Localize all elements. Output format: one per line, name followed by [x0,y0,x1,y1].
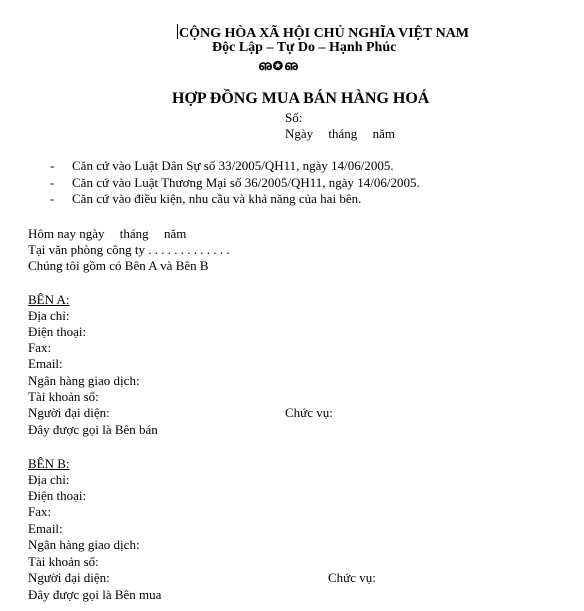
today-line: Hôm nay ngày tháng năm [28,226,187,241]
party-a-position: Chức vụ: [285,405,333,420]
party-b-bank: Ngân hàng giao dịch: [28,537,140,552]
office-line: Tại văn phòng công ty . . . . . . . . . . . . . [28,242,230,257]
parties-line: Chúng tôi gồm có Bên A và Bên B [28,258,209,273]
party-b-heading: BÊN B: [28,456,70,471]
party-b-account: Tài khoản số: [28,554,99,569]
party-b-phone: Điện thoại: [28,488,87,503]
party-a-phone: Điện thoại: [28,324,87,339]
national-title: CỘNG HÒA XÃ HỘI CHỦ NGHĨA VIỆT NAM [179,26,470,41]
contract-title: HỢP ĐỒNG MUA BÁN HÀNG HOÁ [172,90,430,107]
party-a-heading: BÊN A: [28,292,70,307]
party-a-representative: Người đại diện: [28,405,110,420]
party-a-called: Đây được gọi là Bên bán [28,422,158,437]
party-b-email: Email: [28,521,63,536]
contract-number-label: Số: [285,110,303,125]
party-b-fax: Fax: [28,504,52,519]
text-cursor [177,24,178,39]
ornament-icon: ഌ✪ഌ [258,58,299,73]
party-a-address: Địa chỉ: [28,308,70,323]
motto: Độc Lập – Tự Do – Hạnh Phúc [212,40,397,55]
party-a-email: Email: [28,356,63,371]
party-a-account: Tài khoản số: [28,389,99,404]
party-a-fax: Fax: [28,340,52,355]
party-b-address: Địa chỉ: [28,472,70,487]
party-b-position: Chức vụ: [328,570,376,585]
contract-date-line: Ngày tháng năm [285,126,395,141]
party-b-called: Đây được gọi là Bên mua [28,587,162,602]
party-a-bank: Ngân hàng giao dịch: [28,373,140,388]
party-b-representative: Người đại diện: [28,570,110,585]
